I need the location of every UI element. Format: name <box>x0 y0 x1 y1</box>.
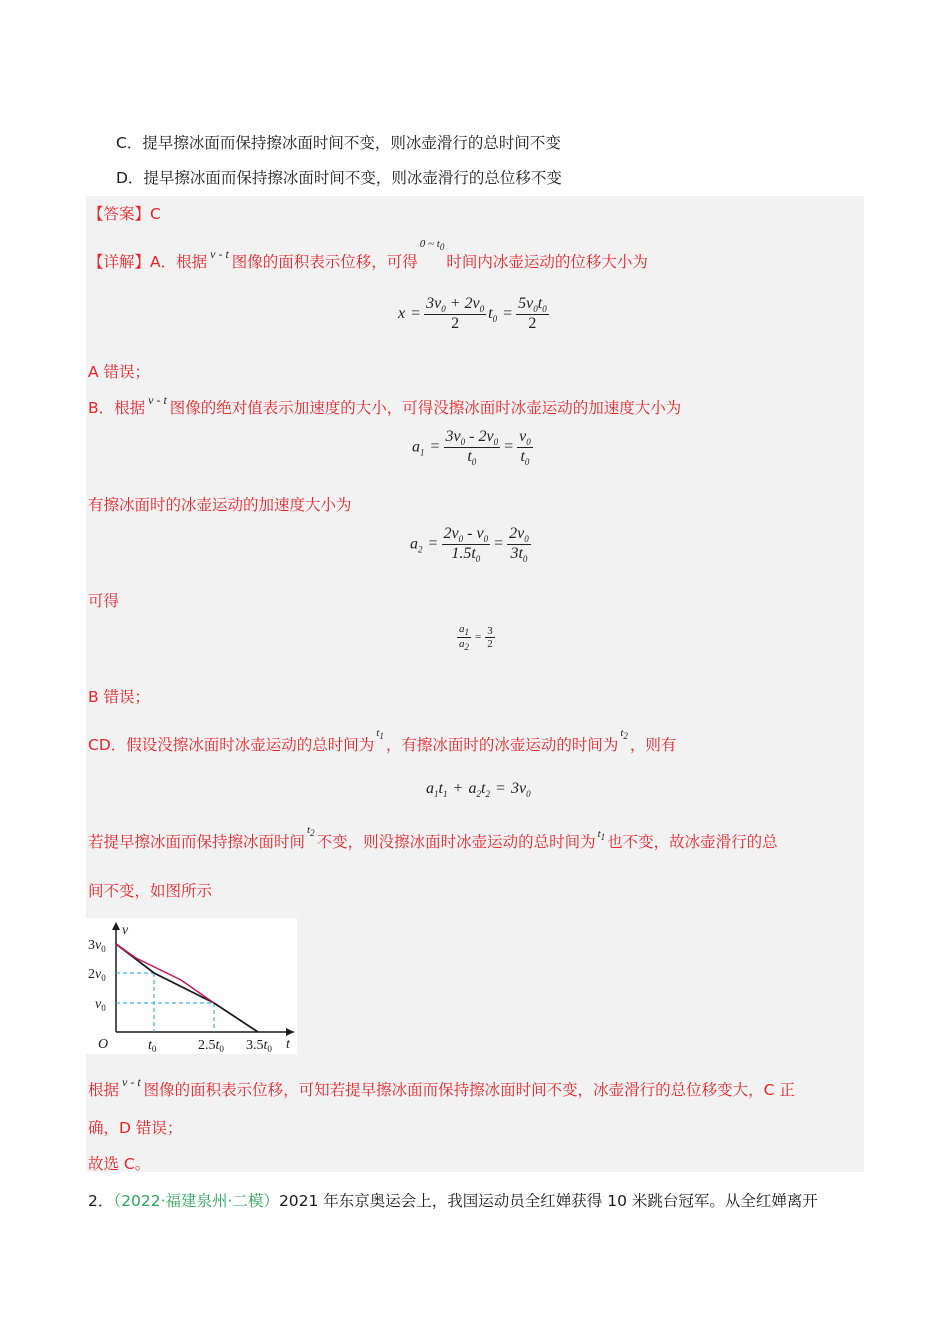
equation-ratio: $\frac{a_1}{a_2}$ = $\frac{3}{2}$ <box>459 623 493 653</box>
detail-cd <box>88 727 677 755</box>
tick-v0: $v_0$ <box>95 997 106 1013</box>
t2-symbol: t2 <box>620 727 628 742</box>
equation-displacement: x = $\frac{3v_0 + 2v_0}{2}$ $t_0$ = $\frac{5v_0t_0}{2}$ <box>398 295 547 333</box>
detail-a-1: A．根据 <box>150 253 208 271</box>
range-text: 0 ~ t <box>419 238 440 250</box>
next-question <box>88 1189 818 1211</box>
question-number: 2． <box>88 1192 114 1210</box>
final-1: 根据 <box>88 1081 120 1099</box>
tick-2v0: $2v_0$ <box>88 967 106 983</box>
t2-symbol-b: t2 <box>307 824 315 839</box>
choose-answer: 故选 C。 <box>88 1155 151 1173</box>
equation-a1: $a_1$ = $\frac{3v_0 - 2v_0}{t_0}$ = $\frac{v_0}{t_0}$ <box>412 428 531 468</box>
x-axis-arrow <box>286 1028 294 1036</box>
cd-condition <box>88 824 778 852</box>
tick-t0: $t_0$ <box>148 1038 157 1054</box>
option-c: C．提早擦冰面而保持擦冰面时间不变，则冰壶滑行的总时间不变 <box>116 134 561 152</box>
detail-b <box>88 393 682 418</box>
question-source: （2022·福建泉州·二模） <box>113 1192 279 1210</box>
cd-condition-end: 间不变，如图所示 <box>88 882 213 900</box>
original-line <box>116 944 258 1032</box>
question-text: 2021 年东京奥运会上，我国运动员全红婵获得 10 米跳台冠军。从全红婵离开 <box>278 1192 818 1210</box>
y-axis-arrow <box>112 922 120 930</box>
answer-label: 【答案】C <box>88 205 161 223</box>
equation-a2: $a_2$ = $\frac{2v_0 - v_0}{1.5t_0}$ = $\frac{2v_0}{3t_0}$ <box>410 525 529 565</box>
vt-symbol: v - t <box>210 247 229 261</box>
b-wrong: B 错误； <box>88 688 151 706</box>
cd-3: ，则有 <box>629 736 677 754</box>
b-mid: 有擦冰面时的冰壶运动的加速度大小为 <box>88 496 352 514</box>
detail-b-2: 图像的绝对值表示加速度的大小，可得没擦冰面时冰壶运动的加速度大小为 <box>169 399 682 417</box>
cd-cond-1: 若提早擦冰面而保持擦冰面时间 <box>88 833 306 851</box>
cd-cond-2: 不变，则没擦冰面时冰壶运动的总时间为 <box>316 833 596 851</box>
cd-cond-3: 也不变，故冰壶滑行的总 <box>607 833 778 851</box>
detail-b-1: B．根据 <box>88 399 146 417</box>
detail-label: 【详解】 <box>88 253 151 271</box>
y-axis-label: v <box>122 923 129 938</box>
final-2: 图像的面积表示位移，可知若提早擦冰面而保持擦冰面时间不变，冰壶滑行的总位移变大，C 正 <box>143 1081 795 1099</box>
range-symbol: 0 ~ t0 <box>419 238 445 253</box>
vt-graph <box>86 918 297 1054</box>
cd-1: CD．假设没擦冰面时冰壶运动的总时间为 <box>88 736 375 754</box>
tick-2-5t0: $2.5t_0$ <box>198 1038 224 1054</box>
t1-symbol-b: t1 <box>597 828 606 843</box>
cd-2: ，有擦冰面时的冰壶运动的时间为 <box>385 736 619 754</box>
final-conclusion-end: 确，D 错误； <box>88 1119 183 1137</box>
origin-label: O <box>98 1037 109 1052</box>
equation-sum: $a_1t_1 + a_2t_2 = 3v_0$ <box>426 780 531 800</box>
vt-graph-svg <box>86 918 297 1054</box>
tick-3v0: $3v_0$ <box>88 938 106 954</box>
b-then: 可得 <box>88 592 120 610</box>
a-wrong: A 错误； <box>88 363 151 381</box>
x-axis-label: t <box>286 1037 290 1052</box>
vt-symbol-c: v - t <box>122 1075 141 1089</box>
option-d: D．提早擦冰面而保持擦冰面时间不变，则冰壶滑行的总位移不变 <box>116 169 562 187</box>
final-conclusion <box>88 1075 795 1100</box>
t1-symbol: t1 <box>376 727 384 742</box>
detail-a-2: 图像的面积表示位移，可得 <box>231 253 418 271</box>
vt-symbol-b: v - t <box>148 393 167 407</box>
tick-3-5t0: $3.5t_0$ <box>246 1038 272 1054</box>
detail-a-3: 时间内冰壶运动的位移大小为 <box>446 253 648 271</box>
